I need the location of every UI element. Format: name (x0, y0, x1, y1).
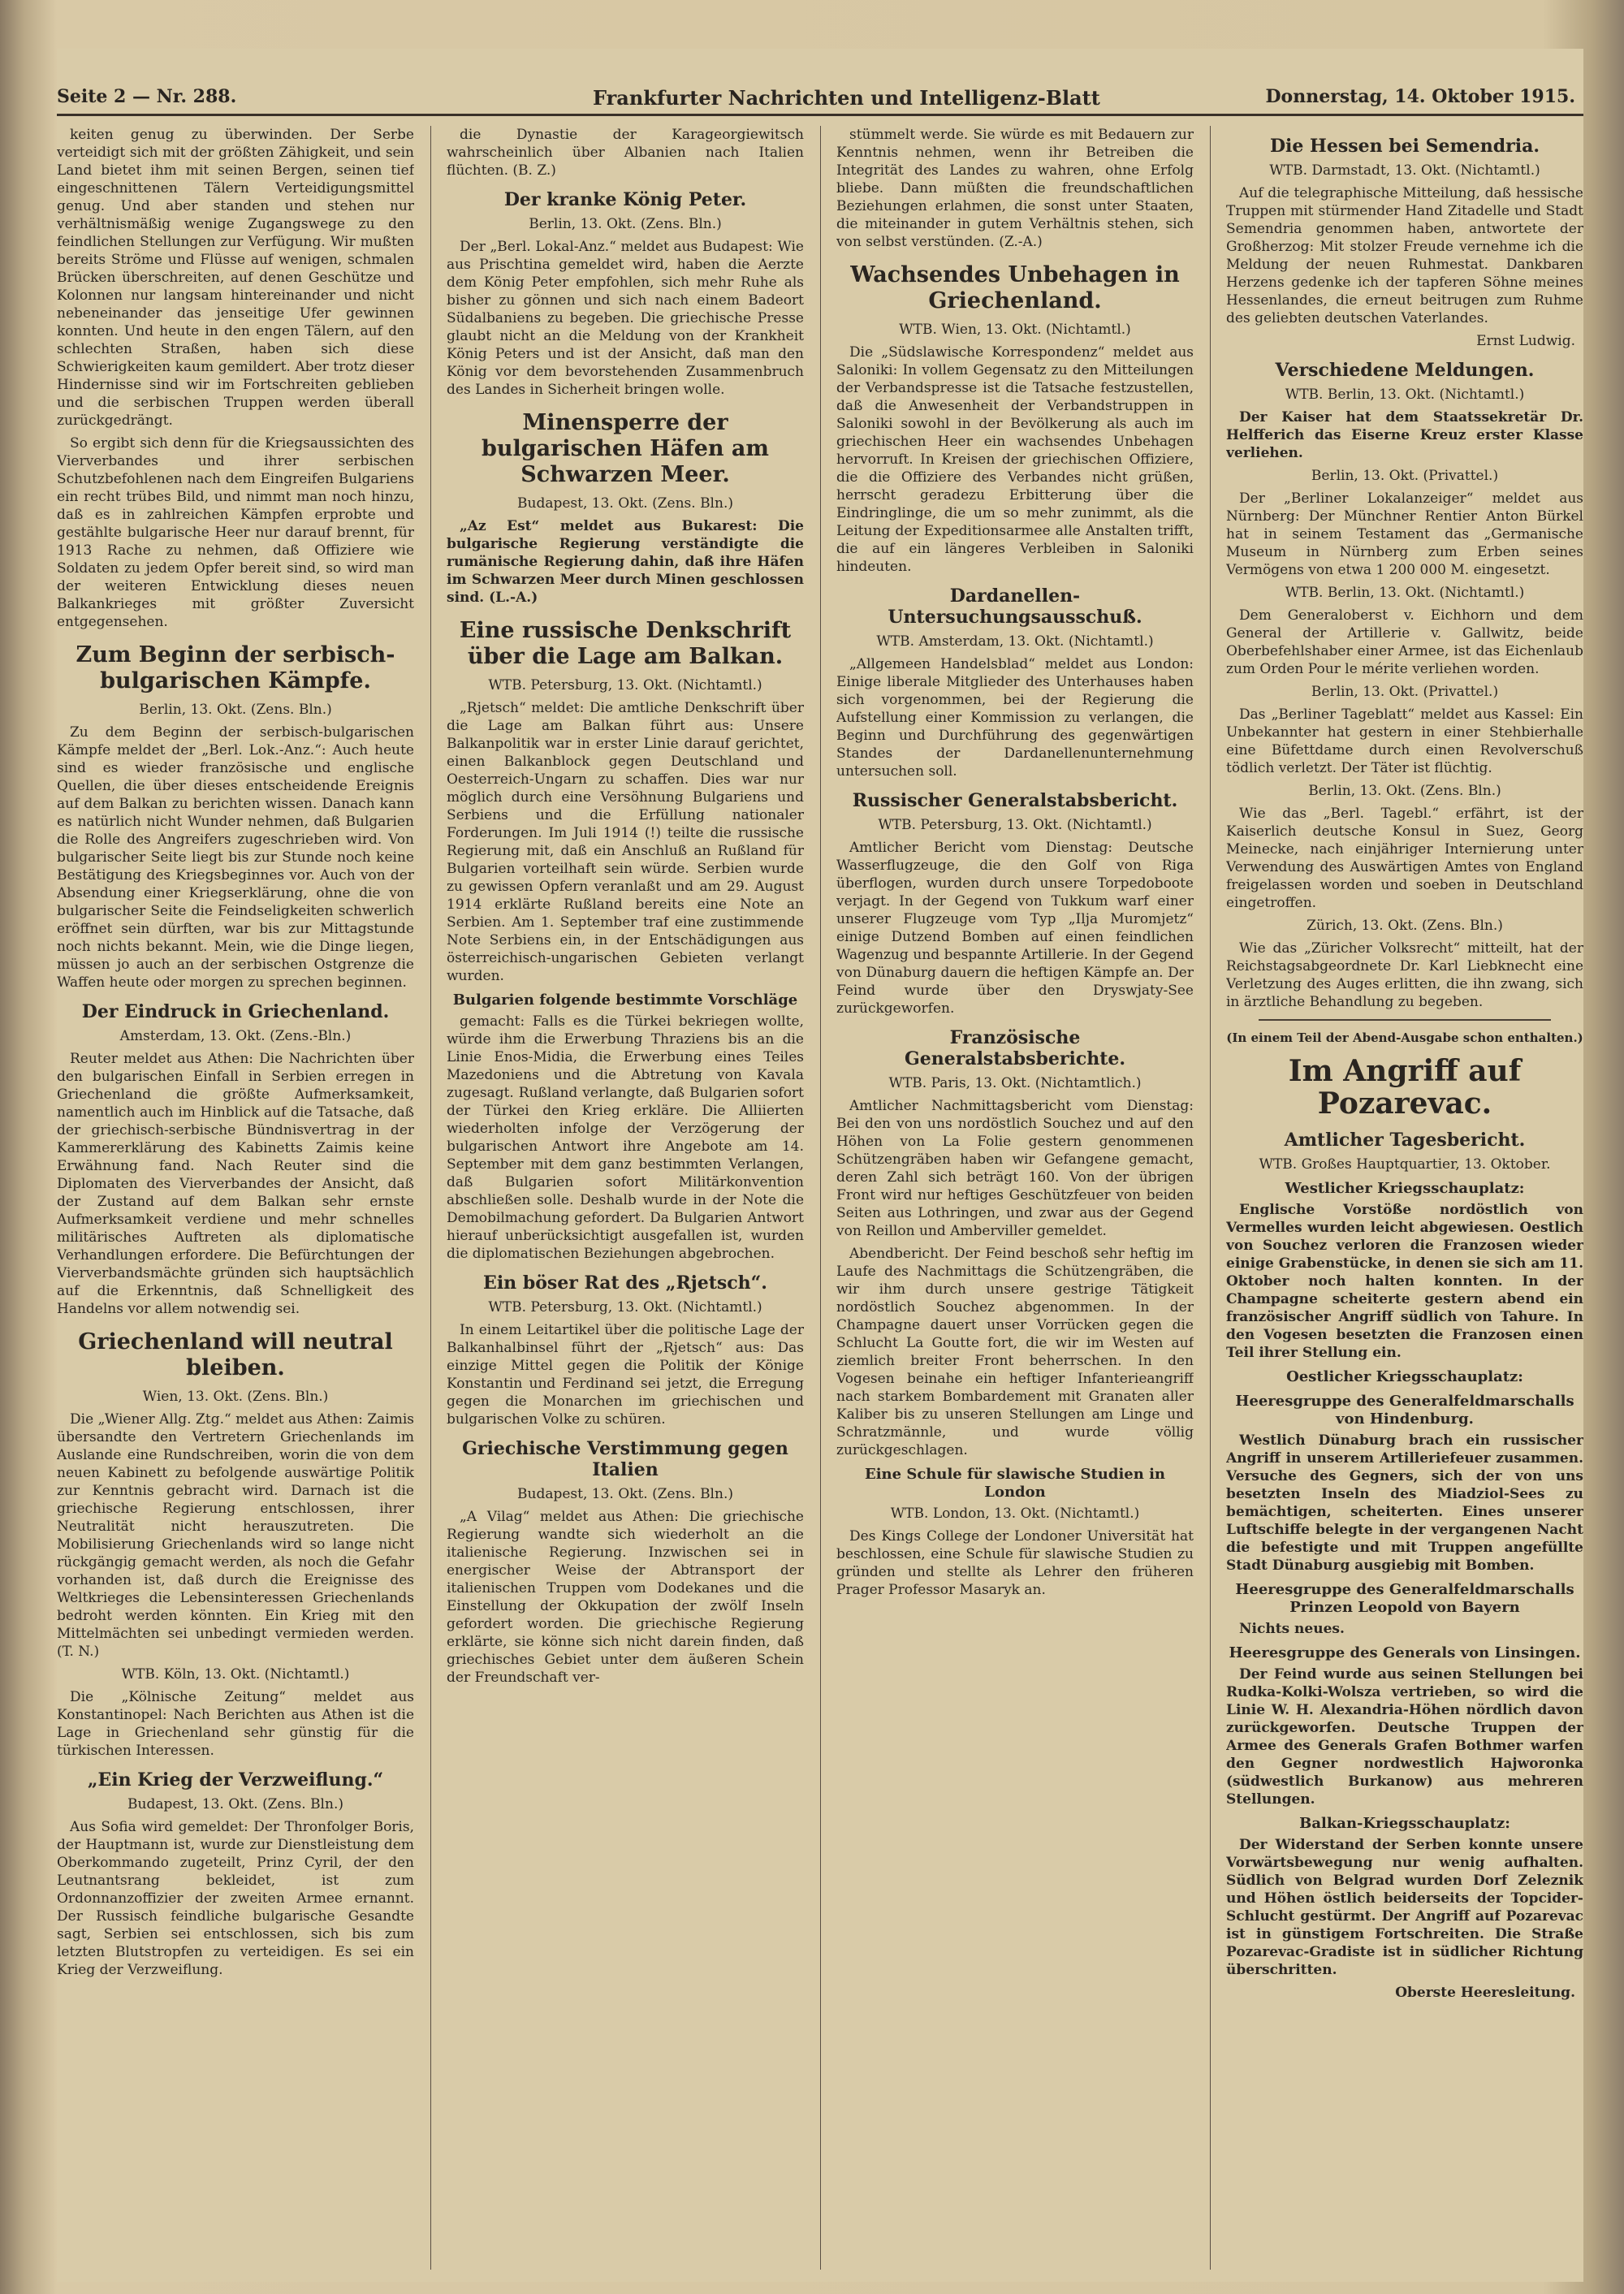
column-2 (447, 126, 804, 2278)
dateline: WTB. Wien, 13. Okt. (Nichtamtl.) (899, 322, 1131, 338)
article-text: Der Kaiser hat dem Staatssekretär Dr. Helfferich das Eiserne Kreuz erster Klasse verliehen. (1226, 409, 1583, 461)
dateline: WTB. London, 13. Okt. (Nichtamtl.) (890, 1506, 1140, 1522)
headline: Griechische Verstimmung gegen Italien (462, 1438, 788, 1480)
article-text: keiten genug zu überwinden. Der Serbe verteidigt sich mit der größten Zähigkeit, und sein Land bietet ihm mit seinen Bergen, seinen tief eingeschnittenen Tälern Verteidigungsmittel genug. Und aber standen und stehen nur verhältnismäßig wenige Zugangswege zu den feindlichen Stellungen zur Verfügung. Wir mußten bereits Ströme und Flüsse auf wenigen, schmalen Brücken überschreiten, auf denen Geschütze und Kolonnen nur langsam hintereinander und nicht nebeneinander das jenseitige Ufer gewinnen konnten. Und heute in den engen Tälern, auf den schlechten Straßen, haben sich diese Schwierigkeiten kaum gemildert. Aber trotz dieser Hindernisse sind wir im Fortschreiten geblieben und die serbischen Truppen werden überall zurückgedrängt. (57, 127, 414, 429)
signature: Ernst Ludwig. (1476, 333, 1575, 349)
article-text: Englische Vorstöße nordöstlich von Vermelles wurden leicht abgewiesen. Oestlich von Souchez verloren die Franzosen wieder einige Grabenstücke, in denen sie sich am 11. Oktober noch halten konnten. In der Champagne scheiterte gestern abend ein französischer Angriff südlich von Tahure. In den Vogesen besetzten die Franzosen einen Teil ihrer Stellung ein. (1226, 1202, 1583, 1361)
dateline: WTB. Berlin, 13. Okt. (Nichtamtl.) (1285, 585, 1525, 601)
main-headline: Im Angriff auf Pozarevac. (1288, 1054, 1522, 1121)
dateline: WTB. Berlin, 13. Okt. (Nichtamtl.) (1285, 387, 1525, 403)
subheading: Westlicher Kriegsschauplatz: (1285, 1180, 1525, 1197)
page-header (57, 81, 1583, 116)
article-text: stümmelt werde. Sie würde es mit Bedauern zur Kenntnis nehmen, wenn ihr Betreiben die Integrität des Landes zu wahren, ohne Erfolg bliebe. Dann müßten die freundschaftlichen Beziehungen erlahmen, die sonst unter Staaten, die miteinander in gutem Verhältnis stehen, sich von selbst verstünden. (Z.-A.) (836, 127, 1194, 250)
dateline: WTB. Petersburg, 13. Okt. (Nichtamtl.) (878, 817, 1152, 833)
article-text: Das „Berliner Tageblatt“ meldet aus Kassel: Ein Unbekannter hat gestern in einer Stehbierhalle eine Büfettdame durch einen Revolverschuß tödlich verletzt. Der Täter ist flüchtig. (1226, 706, 1583, 776)
subheading: Oestlicher Kriegsschauplatz: (1286, 1368, 1523, 1385)
article-text: Des Kings College der Londoner Universität hat beschlossen, eine Schule für slawische Studien zu gründen und stellte als Lehrer den früheren Prager Professor Masaryk an. (836, 1528, 1194, 1598)
headline: Zum Beginn der serbisch-bulgarischen Kämpfe. (76, 642, 395, 693)
article-text: Amtlicher Bericht vom Dienstag: Deutsche Wasserflugzeuge, die den Golf von Riga überflogen, wurden durch unsere Torpedoboote verjagt. In der Gegend von Tukkum warf einer unserer Flugzeuge vom Typ „Ilja Muromjetz“ einige Dutzend Bomben auf einen feindlichen Wagenzug und bespannte Artillerie. In der Gegend von Dünaburg dauern die heftigen Kämpfe an. Der Feind wurde über den Dryswjaty-See zurückgeworfen. (836, 840, 1194, 1017)
column-4 (1226, 126, 1583, 2278)
headline: Dardanellen-Untersuchungsausschuß. (888, 585, 1142, 628)
dateline: WTB. Großes Hauptquartier, 13. Oktober. (1259, 1156, 1551, 1173)
article-text: Abendbericht. Der Feind beschoß sehr heftig im Laufe des Nachmittags die Schützengräben, die wir ihm durch unsere gestrige Tätigkeit nordöstlich Souchez abgenommen. In der Champagne dauert unser Vorrücken gegen die Schlucht La Goutte fort, die wir im Westen auf ziemlich breiter Front beherrschen. In den Vogesen beinahe ein heftiger Infanterieangriff nach starkem Bombardement mit Granaten aller Kaliber bis zu unseren Stellungen am Linge und Schratzmännle, und wurde völlig zurückgeschlagen. (836, 1246, 1194, 1458)
headline: Die Hessen bei Semendria. (1269, 136, 1540, 157)
page-number: Seite 2 — Nr. 288. (57, 86, 237, 107)
column-rule (430, 126, 431, 2270)
article-text: Der Feind wurde aus seinen Stellungen bei Rudka-Kolki-Wolsza vertrieben, so wird die Linie W. H. Alexandria-Höhen nördlich davon zurückgeworfen. Deutsche Truppen der Armee des Generals Grafen Bothmer warfen den Gegner nordwestlich Hajworonka (südwestlich Burkanow) aus mehreren Stellungen. (1226, 1666, 1583, 1808)
dateline: Budapest, 13. Okt. (Zens. Bln.) (127, 1796, 343, 1812)
headline: „Ein Krieg der Verzweiflung.“ (87, 1769, 384, 1791)
headline: Eine Schule für slawische Studien in London (864, 1466, 1166, 1501)
article-text: Westlich Dünaburg brach ein russischer Angriff in unserem Artilleriefeuer zusammen. Versuche des Gegners, sich der von uns besetzten Inseln des Miadziol-Sees zu bemächtigen, scheiterten. Eines unserer Luftschiffe belegte in der vergangenen Nacht die befestigte und mit Truppen angefüllte Stadt Dünaburg ausgiebig mit Bomben. (1226, 1432, 1583, 1574)
article-text: Die „Südslawische Korrespondenz“ meldet aus Saloniki: In vollem Gegensatz zu den Mitteilungen der Verbandspresse ist die Tatsache festzustellen, daß die Anwesenheit der Verbandstruppen in Saloniki sowohl in der Bevölkerung als auch im griechischen Heer ein wachsendes Unbehagen hervorruft. In Kreisen der griechischen Offiziere, die die Offiziere des Verbandes nicht grüßen, herrscht geradezu Erbitterung über die Eindringlinge, die um so mehr zunimmt, als die Leitung der Expeditionsarmee alle Anstalten trifft, die auf ein längeres Verbleiben in Saloniki hindeuten. (836, 344, 1194, 575)
dateline: WTB. Amsterdam, 13. Okt. (Nichtamtl.) (876, 633, 1154, 650)
headline: Griechenland will neutral bleiben. (78, 1329, 393, 1380)
headline: Russischer Generalstabsbericht. (852, 790, 1178, 811)
dateline: Berlin, 13. Okt. (Privattel.) (1311, 684, 1499, 700)
headline: Amtlicher Tagesbericht. (1284, 1130, 1526, 1151)
newspaper-page (57, 49, 1583, 2282)
headline: Verschiedene Meldungen. (1275, 360, 1535, 381)
article-text: Der Widerstand der Serben konnte unsere Vorwärtsbewegung nur wenig aufhalten. Südlich von Belgrad wurden Dorf Zeleznik und Höhen östlich beiderseits der Topcider-Schlucht gestürmt. Der Angriff auf Pozarevac ist in günstigem Fortschreiten. Die Straße Pozarevac-Gradiste ist in südlicher Richtung überschritten. (1226, 1837, 1583, 1978)
headline: Ein böser Rat des „Rjetsch“. (483, 1272, 767, 1294)
dateline: WTB. Petersburg, 13. Okt. (Nichtamtl.) (488, 1299, 762, 1315)
subheading: Heeresgruppe des Generalfeldmarschalls Prinzen Leopold von Bayern (1235, 1581, 1574, 1616)
article-text: „Az Est“ meldet aus Bukarest: Die bulgarische Regierung verständigte die rumänische Regierung dahin, daß ihre Häfen im Schwarzen Meer durch Minen geschlossen sind. (L.-A.) (447, 518, 804, 606)
dateline: WTB. Paris, 13. Okt. (Nichtamtlich.) (888, 1075, 1142, 1091)
headline: Der kranke König Peter. (503, 189, 747, 210)
dateline: Budapest, 13. Okt. (Zens. Bln.) (517, 495, 733, 512)
article-text: Der „Berliner Lokalanzeiger“ meldet aus Nürnberg: Der Münchner Rentier Anton Bürkel hat in seinem Testament das „Germanische Museum in Nürnberg zum Erben seines Vermögens von etwa 1 200 000 M. eingesetzt. (1226, 490, 1583, 578)
article-text: Amtlicher Nachmittagsbericht vom Dienstag: Bei den von uns nordöstlich Souchez und auf den Höhen von La Folie gestern genommenen Schützengräben haben wir Gefangene gemacht, deren Zahl sich beträgt 160. Von der übrigen Front wird nur heftiges Geschützfeuer von beiden Seiten aus Lothringen, und zwar aus der Gegend von Reillon und Amberviller gemeldet. (836, 1098, 1194, 1239)
dateline: Wien, 13. Okt. (Zens. Bln.) (142, 1389, 329, 1405)
subheading: Heeresgruppe des Generalfeldmarschalls von Hindenburg. (1235, 1393, 1574, 1428)
dateline: Berlin, 13. Okt. (Zens. Bln.) (1308, 783, 1501, 799)
dateline: Budapest, 13. Okt. (Zens. Bln.) (517, 1486, 733, 1502)
headline: Eine russische Denkschrift über die Lage am Balkan. (459, 618, 792, 669)
article-text: Aus Sofia wird gemeldet: Der Thronfolger Boris, der Hauptmann ist, wurde zur Dienstleistung dem Oberkommando zugeteilt, Prinz Cyril, der den Leutnantsrang bekleidet, ist zum Ordonnanzoffizier der zweiten Armee ernannt. Der Russisch feindliche bulgarische Gesandte sagt, Serbien sei entschlossen, sich bis zum letzten Blutstropfen zu verteidigen. Es sei ein Krieg der Verzweiflung. (57, 1819, 414, 1978)
article-text: Wie das „Züricher Volksrecht“ mitteilt, hat der Reichstagsabgeordnete Dr. Karl Liebknecht eine Verletzung des Auges erlitten, die ihn zwang, sich in ärztliche Behandlung zu begeben. (1226, 940, 1583, 1010)
dateline: WTB. Petersburg, 13. Okt. (Nichtamtl.) (488, 677, 762, 693)
column-1 (57, 126, 414, 2278)
article-text: So ergibt sich denn für die Kriegsaussichten des Vierverbandes und ihrer serbischen Schutzbefohlenen nach dem Eingreifen Bulgariens ein recht trübes Bild, und nimmt man noch hinzu, daß es in zahlreichen Kämpfen erprobte und gestählte bulgarische Heer nur darauf brennt, für 1913 Rache zu nehmen, daß Offiziere wie Soldaten zu jedem Opfer bereit sind, so wird man der weiteren Entwicklung dieses neuen Balkankrieges mit größter Zuversicht entgegensehen. (57, 435, 414, 630)
article-text: „Allgemeen Handelsblad“ meldet aus London: Einige liberale Mitglieder des Unterhauses haben sich vorgenommen, bei der Regierung die Aufstellung einer Kommission zu verlangen, die Beginn und Durchführung des gegenwärtigen Standes der Dardanellenunternehmung untersuchen soll. (836, 656, 1194, 780)
article-text: Zu dem Beginn der serbisch-bulgarischen Kämpfe meldet der „Berl. Lok.-Anz.“: Auch heute sind es wieder französische und englische Quellen, die über dieses entscheidende Ereignis auf dem Balkan zu berichten wissen. Danach kann es natürlich nicht Wunder nehmen, daß Bulgarien die Rolle des Angreifers zugeschrieben wird. Von bulgarischer Seite liegt bis zur Stunde noch keine Bestätigung des Kriegsbeginnes vor. Auch von der Absendung einer Kriegserklärung, ohne die von bulgarischer Seite die Feindseligkeiten schwerlich eröffnet sein dürften, war bis zur Mittagstunde noch nichts bekannt. Mein, wie die Dinge liegen, müssen jo auch an der serbischen Ostgrenze die Waffen heute oder morgen zu sprechen beginnen. (57, 724, 414, 991)
headline: Minensperre der bulgarischen Häfen am Schwarzen Meer. (482, 410, 769, 487)
edition-note: (In einem Teil der Abend-Ausgabe schon enthalten.) (1226, 1030, 1583, 1045)
headline: Wachsendes Unbehagen in Griechenland. (850, 262, 1180, 313)
masthead: Frankfurter Nachrichten und Intelligenz-Blatt (593, 86, 1100, 110)
article-text: Der „Berl. Lokal-Anz.“ meldet aus Budapest: Wie aus Prischtina gemeldet wird, haben die Aerzte dem König Peter empfohlen, sich mehr Ruhe als bisher zu gönnen und sich nach einem Badeort Südalbaniens zu begeben. Die griechische Presse glaubt nicht an die Meldung von der Krankheit König Peters und ist der Ansicht, daß man den König vor dem bevorstehenden Zusammenbruch des Landes in Sicherheit bringen wolle. (447, 239, 804, 398)
subheading: Balkan-Kriegsschauplatz: (1299, 1815, 1510, 1832)
article-text: die Dynastie der Karageorgiewitsch wahrscheinlich über Albanien nach Italien flüchten. (B. Z.) (447, 127, 804, 179)
issue-date: Donnerstag, 14. Oktober 1915. (1265, 86, 1575, 107)
dateline: WTB. Darmstadt, 13. Okt. (Nichtamtl.) (1269, 162, 1540, 179)
article-text: „A Vilag“ meldet aus Athen: Die griechische Regierung wandte sich wiederholt an die italienische Regierung. Inzwischen sei in energischer Weise der Abtransport der italienischen Truppen vom Dodekanes und die Einstellung der Okkupation der zwölf Inseln gefordert worden. Die griechische Regierung erklärte, sie könne sich nicht darein finden, daß griechisches Gebiet unter dem äußeren Schein der Freundschaft ver- (447, 1509, 804, 1686)
article-text: Dem Generaloberst v. Eichhorn und dem General der Artillerie v. Gallwitz, beide Oberbefehlshaber einer Armee, ist das Eichenlaub zum Orden Pour le mérite verliehen worden. (1226, 607, 1583, 677)
signature: Oberste Heeresleitung. (1395, 1985, 1575, 2001)
headline: Französische Generalstabsberichte. (904, 1027, 1126, 1069)
headline: Der Eindruck in Griechenland. (81, 1001, 390, 1022)
dateline: Zürich, 13. Okt. (Zens. Bln.) (1307, 918, 1503, 934)
article-text: Reuter meldet aus Athen: Die Nachrichten über den bulgarischen Einfall in Serbien erregen in Griechenland die größte Aufmerksamkeit, namentlich auch im Hinblick auf die Tatsache, daß der griechisch-serbische Bündnisvertrag in der Kammererklärung des Kabinetts Zaimis keine Erwähnung fand. Nach Reuter sind die Diplomaten des Vierverbandes der Ansicht, daß der Zustand auf dem Balkan sehr ernste Aufmerksamkeit verdiene und mehr schnelles militärisches Auftreten als diplomatische Verhandlungen erfordere. Die Befürchtungen der Vierverbandsmächte gründen sich hauptsächlich auf die Erkenntnis, daß Schnelligkeit des Handelns vor allem notwendig sei. (57, 1051, 414, 1317)
subheading: Heeresgruppe des Generals von Linsingen. (1229, 1644, 1581, 1661)
dateline: Amsterdam, 13. Okt. (Zens.-Bln.) (119, 1028, 352, 1044)
column-3 (836, 126, 1194, 2278)
article-text: gemacht: Falls es die Türkei bekriegen wollte, würde ihm die Erwerbung Thraziens bis an die Linie Enos-Midia, die Erwerbung eines Teiles Mazedoniens und die Abtretung von Kavala zugesagt. Rußland verlangte, daß Bulgarien sofort der Türkei den Krieg erkläre. Die Alliierten wiederholten infolge der Verzögerung der bulgarischen Antwort ihre Angebote am 14. September mit dem ganz bestimmten Verlangen, daß Bulgarien sofort Militärkonvention abschließen solle. Deshalb wurde in der Note die Demobilmachung gefordert. Da Bulgarien Antwort hierauf unberücksichtigt ausgefallen ist, wurden die diplomatischen Beziehungen abgebrochen. (447, 1013, 804, 1262)
article-text: In einem Leitartikel über die politische Lage der Balkanhalbinsel führt der „Rjetsch“ aus: Das einzige Mittel gegen die Politik der Könige Konstantin und Ferdinand sei jetzt, die Erregung gegen die Monarchen im griechischen und bulgarischen Volke zu schüren. (447, 1322, 804, 1428)
dateline: WTB. Köln, 13. Okt. (Nichtamtl.) (121, 1666, 350, 1683)
article-text: Die „Wiener Allg. Ztg.“ meldet aus Athen: Zaimis übersandte den Vertretern Griechenlands im Auslande eine Rundschreiben, worin die von dem neuen Kabinett zu befolgende auswärtige Politik zur Kenntnis gebracht wird. Darnach ist die griechische Regierung entschlossen, ihrer Neutralität nicht herauszutreten. Die Mobilisierung Griechenlands wird so lange nicht rückgängig gemacht werden, als noch die Gefahr vorhanden ist, daß durch die Ereignisse des Weltkrieges die Lebensinteressen Griechenlands bedroht werden könnten. Ein Krieg mit den Mittelmächten sei unbedingt vermieden werden. (T. N.) (57, 1411, 414, 1660)
column-rule (1210, 126, 1211, 2270)
article-text: Auf die telegraphische Mitteilung, daß hessische Truppen mit stürmender Hand Zitadelle und Stadt Semendria genommen haben, antwortete der Großherzog: Mit stolzer Freude vernehme ich die Meldung der neuen Ruhmestat. Dankbaren Herzens gedenke ich der tapferen Söhne meines Hessenlandes, die erneut beitrugen zum Ruhme des geliebten deutschen Vaterlandes. (1226, 185, 1583, 326)
dateline: Berlin, 13. Okt. (Privattel.) (1311, 468, 1499, 484)
article-text: „Rjetsch“ meldet: Die amtliche Denkschrift über die Lage am Balkan führt aus: Unsere Balkanpolitik war in erster Linie darauf gerichtet, einen Balkanblock gegen Deutschland und Oesterreich-Ungarn zu schaffen. Dies war nur möglich durch eine Versöhnung Bulgariens und Serbiens und die Erfüllung nationaler Forderungen. Im Juli 1914 (!) teilte die russische Regierung mit, daß ein Anschluß an Rußland für Bulgarien vorteilhaft sein würde. Serbien wurde zu gewissen Opfern veranlaßt und am 29. August 1914 erklärte Rußland bereits eine Note an Serbien. Am 1. September traf eine zustimmende Note Serbiens ein, in der Entschädigungen aus österreichisch-ungarischen Gebieten verlangt wurden. (447, 700, 804, 984)
column-rule (820, 126, 821, 2270)
article-text: Wie das „Berl. Tagebl.“ erfährt, ist der Kaiserlich deutsche Konsul in Suez, Georg Meinecke, nach einjähriger Internierung unter Verwendung des Auswärtigen Amtes von England freigelassen worden und soeben in Deutschland eingetroffen. (1226, 806, 1583, 911)
dateline: Berlin, 13. Okt. (Zens. Bln.) (139, 702, 332, 718)
article-text: Nichts neues. (1239, 1621, 1345, 1637)
section-divider (1259, 1019, 1551, 1021)
dateline: Berlin, 13. Okt. (Zens. Bln.) (529, 216, 722, 232)
article-text: Die „Kölnische Zeitung“ meldet aus Konstantinopel: Nach Berichten aus Athen ist die Lage in Griechenland sehr günstig für die türkischen Interessen. (57, 1689, 414, 1759)
subheading: Bulgarien folgende bestimmte Vorschläge (452, 991, 798, 1009)
